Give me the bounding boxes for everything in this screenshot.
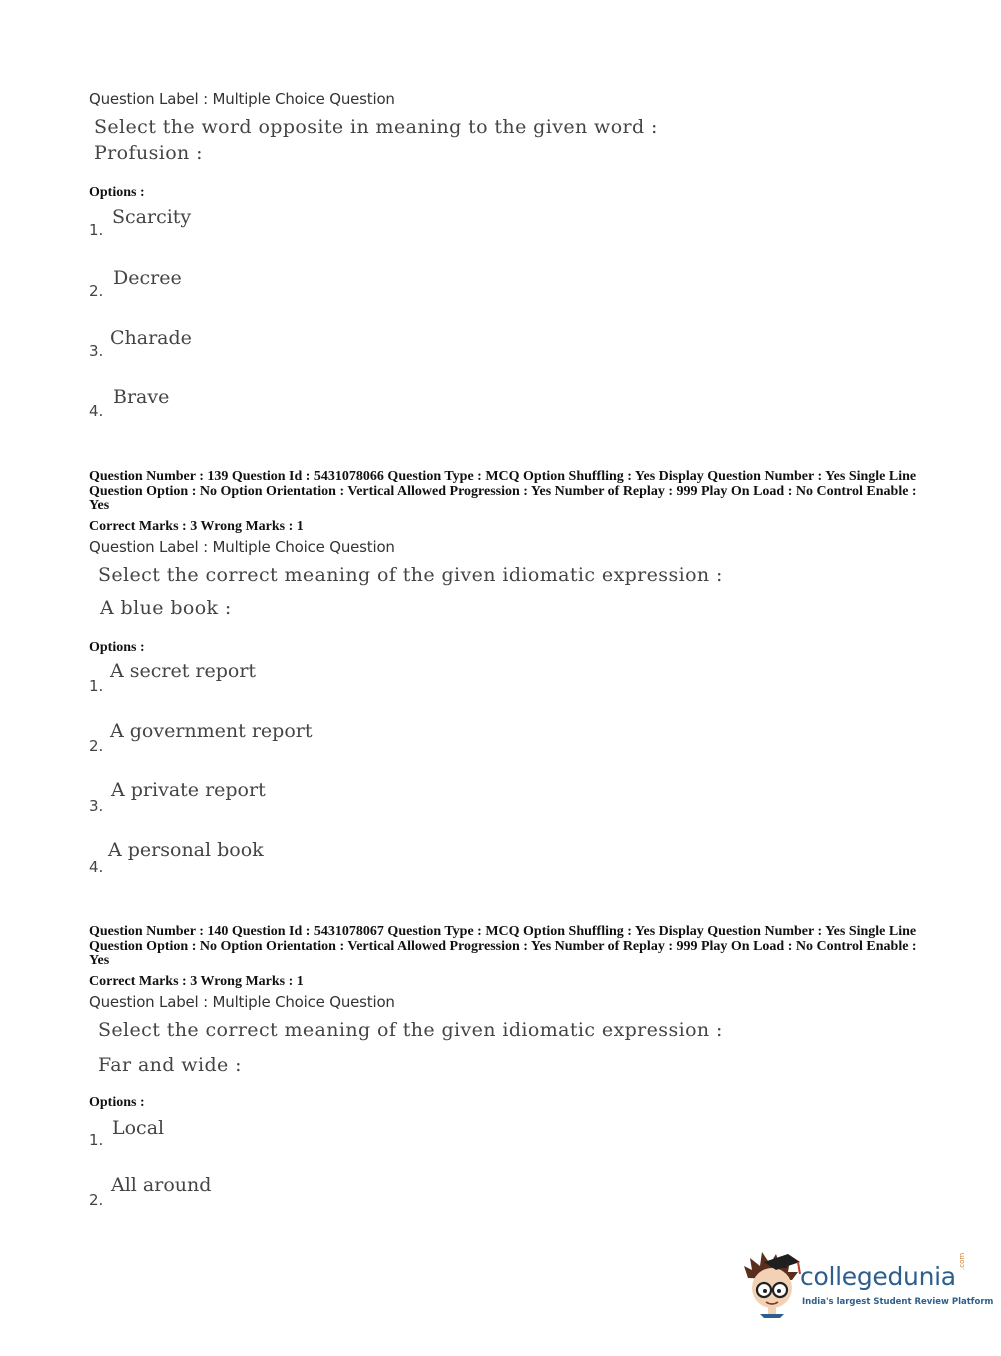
option-text: A secret report: [110, 660, 257, 682]
option-number: 1.: [89, 221, 104, 239]
options-heading: Options :: [89, 185, 145, 200]
option-text: All around: [111, 1174, 212, 1196]
option-number: 4.: [89, 402, 104, 420]
brand-suffix: .com: [958, 1252, 966, 1270]
option-number: 4.: [89, 858, 104, 876]
option-text: A personal book: [108, 839, 264, 861]
question-text: Select the word opposite in meaning to the given word :: [94, 116, 658, 138]
option-text: Decree: [113, 267, 182, 289]
option-text: A government report: [110, 720, 313, 742]
question-meta: Question Number : 139 Question Id : 5431078066 Question Type : MCQ Option Shuffling : Yes Display Question Number : Yes Single Line Question Option : No Option Orientation : Vertical Allowed Progression : Yes Number of Replay : 999 Play On Load : No Control Enable : Yes: [89, 469, 917, 513]
question-marks: Correct Marks : 3 Wrong Marks : 1: [89, 974, 304, 989]
option-text: Brave: [113, 386, 170, 408]
option-number: 1.: [89, 1131, 104, 1149]
mascot-logo-icon: [742, 1248, 804, 1318]
option-number: 2.: [89, 737, 104, 755]
brand-name: collegedunia: [800, 1262, 956, 1291]
question-word: Profusion :: [94, 142, 203, 164]
question-text: Select the correct meaning of the given idiomatic expression :: [98, 564, 723, 586]
question-text: Select the correct meaning of the given idiomatic expression :: [98, 1019, 723, 1041]
question-label: Question Label : Multiple Choice Question: [89, 993, 395, 1011]
options-heading: Options :: [89, 1095, 145, 1110]
question-label: Question Label : Multiple Choice Question: [89, 538, 395, 556]
option-text: Local: [112, 1117, 165, 1139]
options-heading: Options :: [89, 640, 145, 655]
option-text: Charade: [110, 327, 192, 349]
option-number: 2.: [89, 1191, 104, 1209]
option-number: 3.: [89, 342, 104, 360]
option-number: 1.: [89, 677, 104, 695]
option-number: 3.: [89, 797, 104, 815]
brand-tagline: India's largest Student Review Platform: [802, 1297, 994, 1307]
question-marks: Correct Marks : 3 Wrong Marks : 1: [89, 519, 304, 534]
question-phrase: Far and wide :: [98, 1054, 242, 1076]
question-phrase: A blue book :: [100, 597, 232, 619]
question-meta: Question Number : 140 Question Id : 5431078067 Question Type : MCQ Option Shuffling : Yes Display Question Number : Yes Single Line Question Option : No Option Orientation : Vertical Allowed Progression : Yes Number of Replay : 999 Play On Load : No Control Enable : Yes: [89, 924, 917, 968]
question-label: Question Label : Multiple Choice Question: [89, 90, 395, 108]
option-text: A private report: [111, 779, 266, 801]
option-number: 2.: [89, 282, 104, 300]
option-text: Scarcity: [112, 206, 192, 228]
